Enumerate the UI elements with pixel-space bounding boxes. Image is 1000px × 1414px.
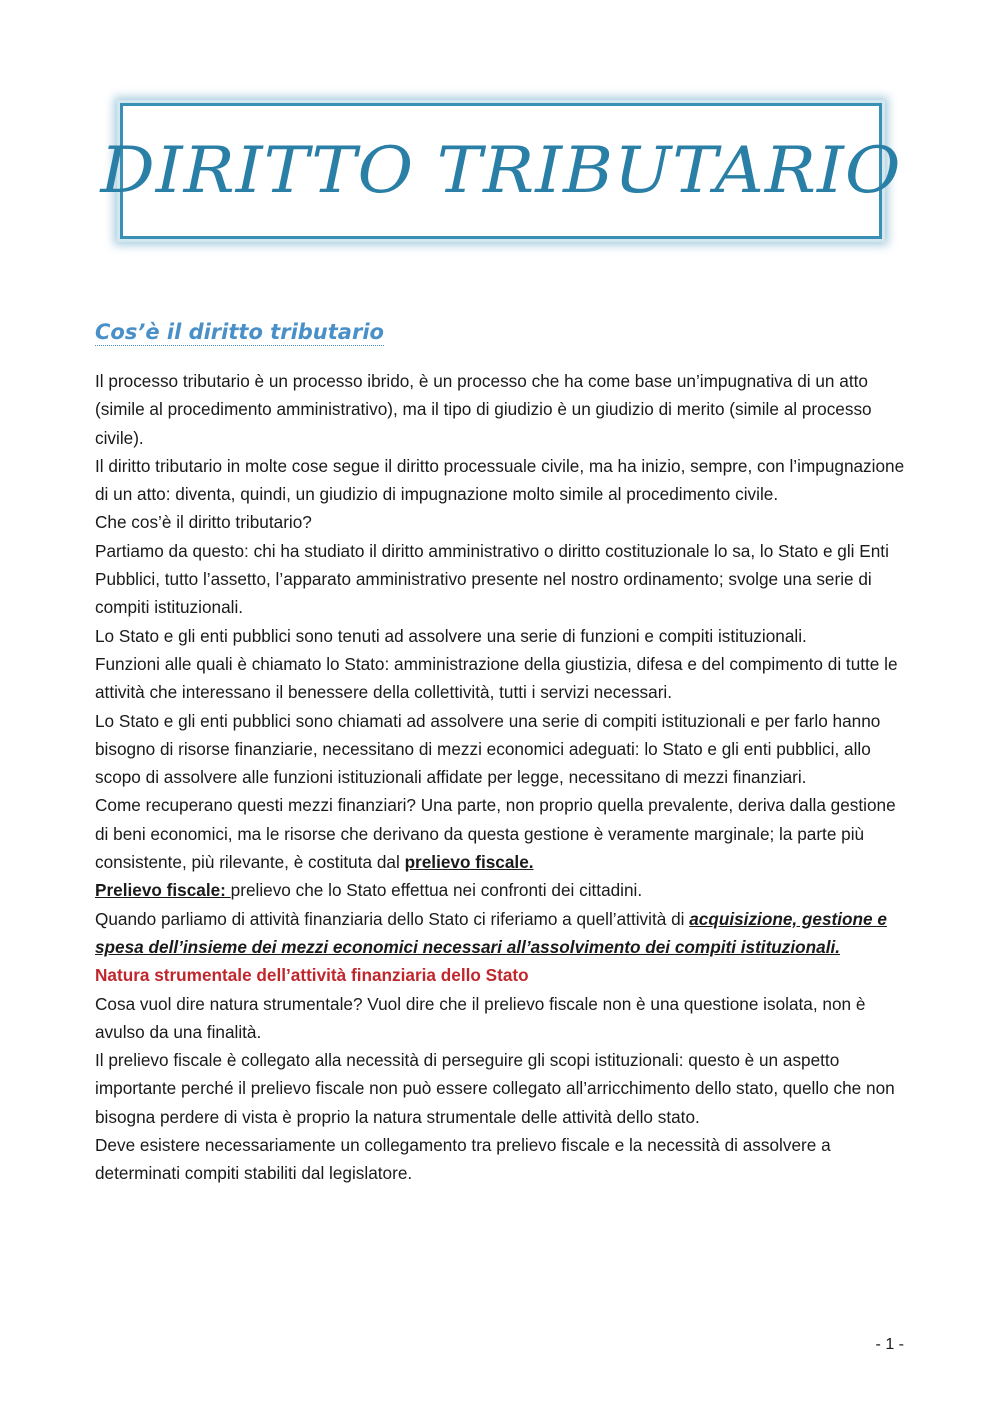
paragraph-text: prelievo che lo Stato effettua nei confronti dei cittadini. [230,880,643,901]
paragraph [95,791,910,876]
paragraph: Lo Stato e gli enti pubblici sono tenuti ad assolvere una serie di funzioni e compiti istituzionali. [95,625,807,646]
paragraph: Che cos’è il diritto tributario? [95,512,312,533]
paragraph-text: Come recuperano questi mezzi finanziari? Una parte, non proprio quella prevalente, deriva dalla gestione di beni economici, ma le risorse che derivano da questa gestione è veramente marginale; la parte più consistente, più rilevante, è costituta dal [95,795,896,873]
document-body [95,367,910,1188]
paragraph-text: Quando parliamo di attività finanziaria dello Stato ci riferiamo a quell’attività di [95,908,690,929]
paragraph [95,905,910,962]
paragraph: Il diritto tributario in molte cose segue il diritto processuale civile, ma ha inizio, sempre, con l’impugnazione di un atto: diventa, quindi, un giudizio di impugnazione molto simile al procedimento civile. [95,455,905,505]
paragraph: Il processo tributario è un processo ibrido, è un processo che ha come base un’impugnativa di un atto (simile al procedimento amministrativo), ma il tipo di giudizio è un giudizio di merito (simile al processo civile). [95,371,872,448]
emphasis-prelievo-fiscale: prelievo fiscale. [404,852,534,873]
paragraph: Deve esistere necessariamente un collegamento tra prelievo fiscale e la necessità di assolvere a determinati compiti stabiliti dal legislatore. [95,1135,831,1184]
subheading: Natura strumentale dell’attività finanziaria dello Stato [95,965,529,986]
paragraph [95,876,910,904]
paragraph: Partiamo da questo: chi ha studiato il diritto amministrativo o diritto costituzionale lo sa, lo Stato e gli Enti Pubblici, tutto l’assetto, l’apparato amministrativo presente nel nostro ordinamento; svolge una serie di compiti istituzionali. [95,540,889,618]
paragraph: Funzioni alle quali è chiamato lo Stato: amministrazione della giustizia, difesa e del compimento di tutte le attività che interessano il benessere della collettività, tutti i servizi necessari. [95,653,898,703]
paragraph: Lo Stato e gli enti pubblici sono chiamati ad assolvere una serie di compiti istituzionali e per farlo hanno bisogno di risorse finanziarie, necessitano di mezzi economici adeguati: lo Stato e gli enti pubblici, allo scopo di assolvere alle funzioni istituzionali affidate per legge, necessitano di mezzi finanziari. [95,710,881,788]
page-number: - 1 - [875,1336,904,1353]
paragraph: Il prelievo fiscale è collegato alla necessità di perseguire gli scopi istituzionali: questo è un aspetto importante perché il prelievo fiscale non può essere collegato all’arricchimento dello stato, quello che non bisogna perdere di vista è proprio la natura strumentale delle attività dello stato. [95,1050,895,1127]
section-heading: Cos’è il diritto tributario [95,320,384,344]
emphasis-definition: acquisizione, gestione e spesa dell’insieme dei mezzi economici necessari all’assolvimento dei compiti istituzionali. [95,908,887,957]
title-frame [100,103,902,239]
definition-term: Prelievo fiscale: [95,880,231,901]
paragraph: Cosa vuol dire natura strumentale? Vuol dire che il prelievo fiscale non è una questione isolata, non è avulso da una finalità. [95,993,866,1042]
document-title: DIRITTO TRIBUTARIO [100,134,902,208]
